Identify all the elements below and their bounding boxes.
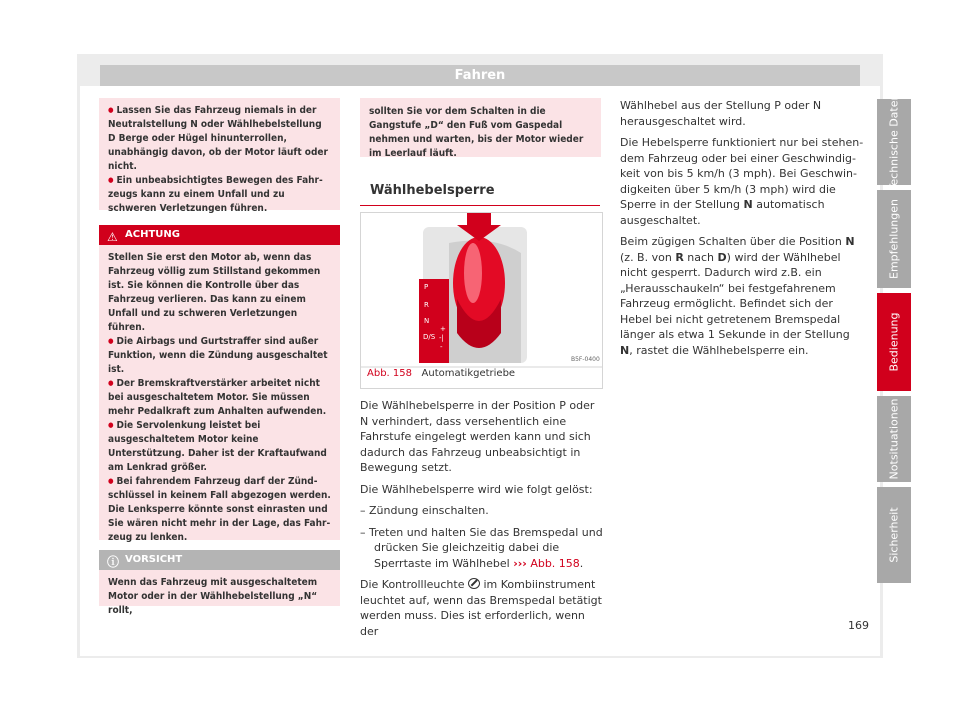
right-body-text	[620, 98, 864, 364]
figure-label: Abb. 158	[367, 368, 412, 379]
paragraph: Die Wählhebelsperre wird wie folgt gelöst:	[360, 482, 593, 496]
figure-caption	[367, 368, 515, 379]
achtung-intro: Stellen Sie erst den Motor ab, wenn das Fahrzeug völlig zum Stillstand gekommen ist. Sie können die Kontrolle über das Fahrzeug verlieren. Das kann zu einem Unfall und zu schweren Verletzungen führen.	[108, 252, 321, 333]
section-divider	[360, 205, 600, 206]
gear-label-p: P	[424, 283, 429, 291]
section-title: Wählhebelsperre	[370, 183, 495, 198]
achtung-bullet: ● Der Bremskraftverstärker arbeitet nicht bei ausgeschaltetem Motor. Sie müssen mehr Pedalkraft zum Anhalten aufwenden.	[108, 377, 332, 419]
vorsicht-box-continued	[360, 98, 601, 157]
middle-body-text	[360, 398, 604, 645]
info-circle-icon: ⓘ	[107, 555, 120, 569]
tab-empfehlungen[interactable]: Empfehlungen	[877, 190, 911, 288]
vorsicht-text: Wenn das Fahrzeug mit ausgeschaltetem Motor oder in der Wählhebelstellung „N“ rollt,	[108, 577, 318, 616]
figure-code: B5F-0400	[571, 356, 600, 363]
gear-label-n: N	[424, 317, 430, 325]
tab-sicherheit[interactable]: Sicherheit	[877, 487, 911, 583]
tip-label-plus: +	[440, 325, 446, 333]
figure-reference-link[interactable]: Abb. 158	[530, 556, 580, 570]
warning-box-continued	[99, 98, 340, 214]
brake-warning-icon	[468, 578, 480, 589]
paragraph: Die Hebelsperre funktioniert nur bei stehendem Fahrzeug oder bei einer Geschwindigkeit von bis 5 km/h (3 mph). Bei Geschwindigkeiten über 5 km/h (3 mph) wird die Sperre in der Stellung N automatisch ausgeschaltet.	[620, 136, 864, 227]
figure-gear-selector	[360, 212, 603, 389]
warning-triangle-icon: ⚠	[107, 230, 118, 244]
vorsicht-title: VORSICHT	[125, 554, 183, 565]
ref-arrow-icon: ›››	[513, 556, 527, 570]
tab-bedienung[interactable]: Bedienung	[877, 293, 911, 391]
tab-notsituationen[interactable]: Notsituationen	[877, 396, 911, 482]
achtung-bullet: ● Bei fahrendem Fahrzeug darf der Zündschlüssel in keinem Fall abgezogen werden. Die Lenksperre könnte sonst einrasten und Sie wären nicht mehr in der Lage, das Fahrzeug zu lenken.	[108, 475, 332, 545]
vorsicht-box	[99, 550, 340, 616]
paragraph: Beim zügigen Schalten über die Position N (z. B. von R nach D) wird der Wählhebel nicht gesperrt. Dadurch wird z.B. ein „Herausschaukeln“ bei festgefahrenem Fahrzeug ermöglicht. Befindet sich der Hebel bei nicht getretenem Bremspedal länger als etwa 1 Sekunde in der Stellung N, rastet die Wählhebelsperre ein.	[620, 235, 855, 357]
figure-caption-text: Automatikgetriebe	[421, 368, 516, 379]
tip-label-mid: -|	[439, 334, 444, 342]
paragraph: Wählhebel aus der Stellung P oder N herausgeschaltet wird.	[620, 99, 822, 128]
page-number: 169	[848, 619, 869, 632]
tip-label-minus: -	[440, 343, 443, 351]
list-item: – Treten und halten Sie das Bremspedal und drücken Sie gleichzeitig dabei die Sperrtaste im Wählhebel ››› Abb. 158.	[360, 525, 603, 570]
warning-bullet: ● Ein unbeabsichtigtes Bewegen des Fahrzeugs kann zu einem Unfall und zu schweren Verletzungen führen.	[108, 174, 332, 216]
tab-technische-daten[interactable]: Technische Daten	[877, 99, 911, 185]
list-item: – Zündung einschalten.	[360, 504, 489, 517]
warning-bullet: ● Lassen Sie das Fahrzeug niemals in der Neutralstellung N oder Wählhebelstellung D Berge oder Hügel hinunterrollen, unabhängig davon, ob der Motor läuft oder nicht.	[108, 104, 332, 174]
achtung-bullet: ● Die Servolenkung leistet bei ausgeschaltetem Motor keine Unterstützung. Daher ist der Kraftaufwand am Lenkrad größer.	[108, 419, 332, 475]
paragraph: Die Wählhebelsperre in der Position P oder N verhindert, dass versehentlich eine Fahrstufe eingelegt werden kann und sich dadurch das Fahrzeug unbeabsichtigt in Bewegung setzt.	[360, 399, 595, 474]
achtung-box	[99, 225, 340, 543]
page-header: Fahren	[100, 65, 860, 86]
paragraph: Die Kontrollleuchte im Kombiinstrument leuchtet auf, wenn das Bremspedal betätigt werden muss. Dies ist erforderlich, wenn der	[360, 578, 602, 638]
vorsicht-header	[99, 550, 340, 570]
achtung-bullet: ● Die Airbags und Gurtstraffer sind außer Funktion, wenn die Zündung ausgeschaltet ist.	[108, 335, 332, 377]
gear-label-r: R	[424, 301, 429, 309]
gear-label-ds: D/S	[423, 333, 436, 341]
gear-selector-illustration	[361, 213, 602, 388]
vorsicht-continued-text: sollten Sie vor dem Schalten in die Gangstufe „D“ den Fuß vom Gaspedal nehmen und warten, bis der Motor wieder im Leerlauf läuft.	[369, 106, 584, 159]
achtung-title: ACHTUNG	[125, 229, 180, 240]
achtung-header	[99, 225, 340, 245]
